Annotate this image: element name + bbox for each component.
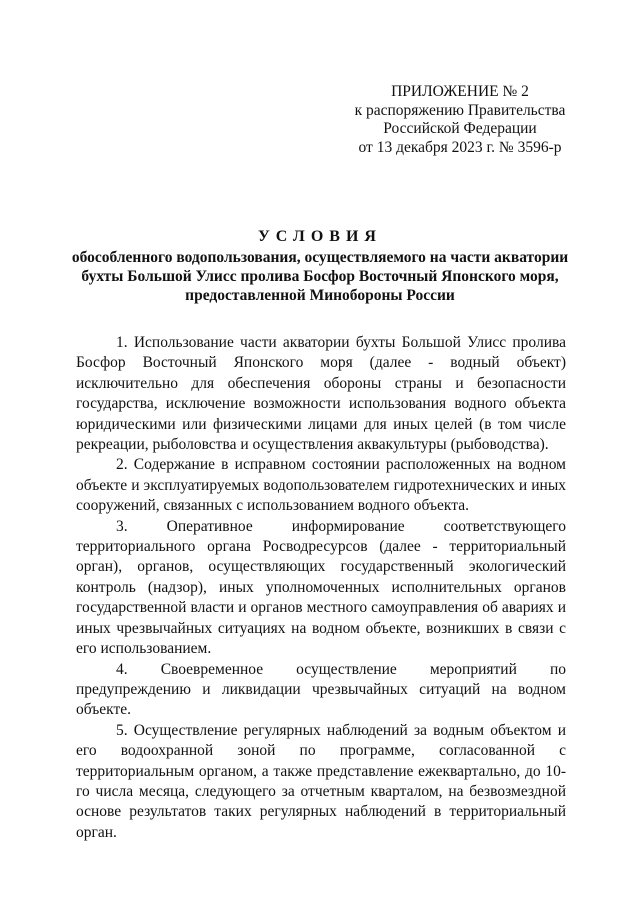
subtitle-line-3: предоставленной Минобороны России xyxy=(185,287,455,304)
paragraph-1: 1. Использование части акватории бухты Большой Улисс пролива Босфор Восточный Японского моря (далее - водный объект) исключительно для обеспечения обороны страны и безопасности государства, исключение возможности использования водного объекта юридическими или физическими лицами для иных целей (в том числе рекреации, рыболовства и осуществления аквакультуры (рыбоводства). xyxy=(76,334,566,454)
paragraph-5: 5. Осуществление регулярных наблюдений за водным объектом и его водоохранной зоной по программе, согласованной с территориальным органом, а также представление ежеквартально, до 10-го числа месяца, следующего за отчетным кварталом, на безвозмездной основе результатов таких регулярных наблюдений в территориальный орган. xyxy=(76,721,566,841)
appendix-authority: Российской Федерации xyxy=(383,120,537,137)
subtitle-line-1: обособленного водопользования, осуществляемого на части акватории xyxy=(71,249,569,266)
appendix-header xyxy=(340,83,580,157)
appendix-number: ПРИЛОЖЕНИЕ № 2 xyxy=(391,83,529,100)
paragraph-4: 4. Своевременное осуществление мероприятий по предупреждению и ликвидации чрезвычайных ситуаций на водном объекте. xyxy=(76,660,566,719)
subtitle-line-2: бухты Большой Улисс пролива Босфор Восточный Японского моря, xyxy=(81,268,559,285)
document-subtitle xyxy=(40,248,600,305)
paragraph-2: 2. Содержание в исправном состоянии расположенных на водном объекте и эксплуатируемых водопользователем гидротехнических и иных сооружений, связанных с использованием водного объекта. xyxy=(76,456,566,515)
appendix-date: от 13 декабря 2023 г. № 3596-р xyxy=(358,138,562,156)
appendix-reference: к распоряжению Правительства xyxy=(354,101,566,119)
document-body xyxy=(76,333,566,843)
paragraph-3: 3. Оперативное информирование соответствующего территориального органа Росводресурсов (далее - территориальный орган), органов, осуществляющих государственный экологический контроль (надзор), иных уполномоченных исполнительных органов государственной власти и органов местного самоуправления об авариях и иных чрезвычайных ситуациях на водном объекте, возникших в связи с его использованием. xyxy=(76,517,566,658)
document-title: УСЛОВИЯ xyxy=(258,228,382,245)
